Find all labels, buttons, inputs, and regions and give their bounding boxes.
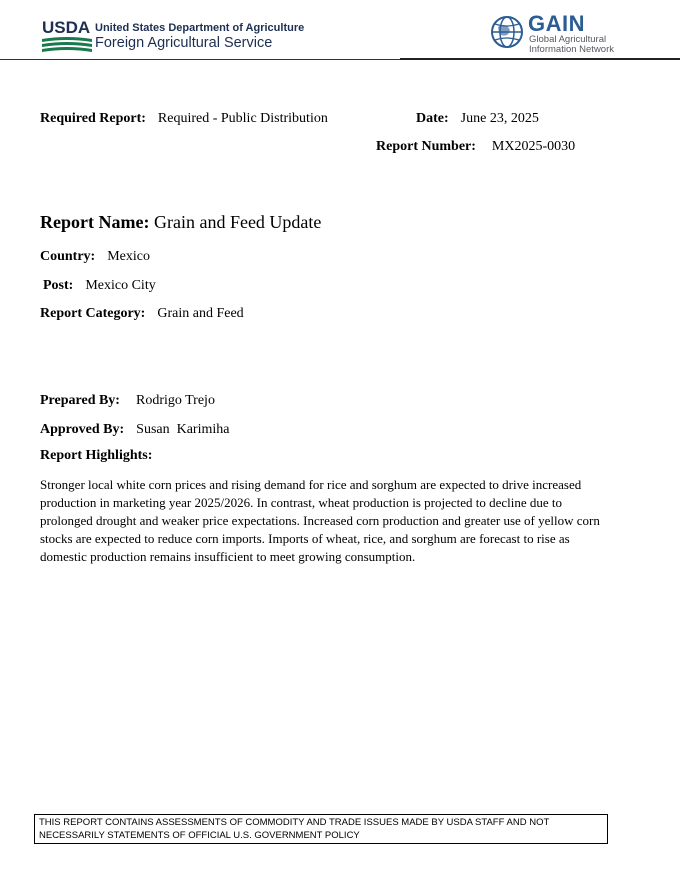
globe-icon	[490, 15, 524, 49]
report-name-value: Grain and Feed Update	[153, 212, 322, 232]
country-value: Mexico	[107, 249, 150, 264]
gain-subtitle-line-1: Global Agricultural	[529, 34, 607, 45]
report-name-row	[40, 212, 321, 233]
country-row	[40, 247, 150, 265]
disclaimer-box: THIS REPORT CONTAINS ASSESSMENTS OF COMMODITY AND TRADE ISSUES MADE BY USDA STAFF AND NOT NECESSARILY STATEMENTS OF OFFICIAL U.S. GOVERNMENT POLICY	[34, 814, 608, 844]
approved-by-row	[40, 420, 229, 438]
date-label: Date:	[416, 111, 449, 126]
date-row	[416, 109, 539, 127]
report-number-label: Report Number:	[376, 139, 476, 154]
gain-subtitle-line-2: Information Network	[529, 44, 615, 55]
approved-by-label: Approved By:	[40, 422, 125, 437]
required-report-value: Required - Public Distribution	[157, 111, 328, 126]
prepared-by-row	[40, 391, 215, 409]
usda-logo-text: USDA	[42, 18, 91, 37]
date-value: June 23, 2025	[460, 111, 539, 126]
usda-logo	[42, 18, 92, 54]
approved-by-value: Susan Karimiha	[136, 422, 230, 437]
post-label: Post:	[43, 278, 74, 293]
required-report-row	[40, 109, 328, 127]
prepared-by-value: Rodrigo Trejo	[135, 393, 215, 408]
required-report-label: Required Report:	[40, 111, 146, 126]
report-number-value: MX2025-0030	[491, 139, 576, 154]
report-highlights-text: Stronger local white corn prices and rising demand for rice and sorghum are expected to drive increased production in marketing year 2025/2026. In contrast, wheat production is projected to decline due to prolonged drought and weaker price expectations. Increased corn production and greater use of yellow corn stocks are expected to reduce corn imports. Imports of wheat, rice, and sorghum are forecast to rise as domestic production remains insufficient to meet growing consumption.	[40, 477, 600, 564]
report-number-row	[376, 137, 575, 155]
gain-title: GAIN	[528, 11, 585, 36]
report-name-label: Report Name:	[40, 212, 150, 232]
report-category-label: Report Category:	[40, 306, 146, 321]
prepared-by-label: Prepared By:	[40, 393, 120, 408]
usda-department-name: United States Department of Agriculture	[95, 22, 305, 34]
post-value: Mexico City	[85, 278, 156, 293]
usda-service-name: Foreign Agricultural Service	[95, 35, 273, 51]
header-divider-accent	[400, 58, 680, 60]
post-row	[43, 276, 156, 294]
report-category-row	[40, 304, 244, 322]
country-label: Country:	[40, 249, 96, 264]
report-highlights-label: Report Highlights:	[40, 448, 153, 463]
report-category-value: Grain and Feed	[157, 306, 244, 321]
